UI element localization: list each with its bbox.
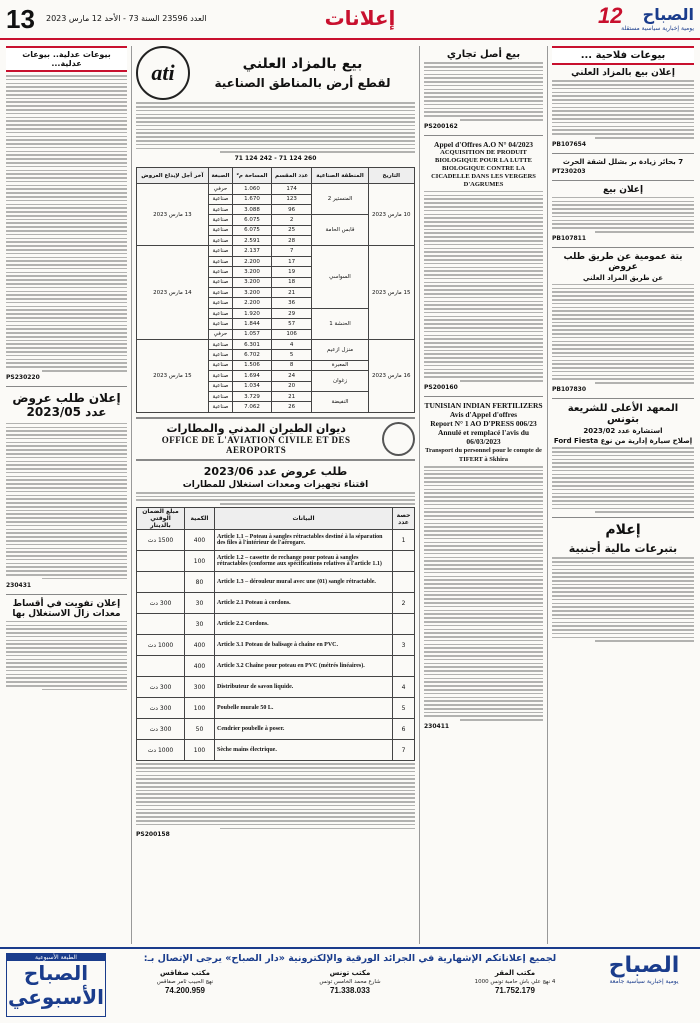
table-header: الصبغة — [208, 168, 233, 184]
table-cell: 1.920 — [233, 308, 271, 318]
office-title: مكتب المقر — [494, 969, 536, 977]
table-cell: Article 3.1 Poteau de balisage à chaîne en PVC. — [215, 635, 393, 656]
table-cell: 1.057 — [233, 329, 271, 339]
table-cell: 3.200 — [233, 288, 271, 298]
ad-ref: 230411 — [424, 723, 450, 731]
ad-body — [552, 284, 694, 384]
table-header: آخر أجل لإيداع العروض — [137, 168, 209, 184]
ad-body — [552, 80, 694, 138]
issue-info: العدد 23596 السنة 73 - الأحد 12 مارس 2023 — [46, 14, 207, 23]
table-cell: 400 — [185, 635, 215, 656]
table-cell: 3.088 — [233, 204, 271, 214]
table-cell: 50 — [185, 719, 215, 740]
table-row — [137, 656, 415, 677]
table-cell: 3.200 — [233, 267, 271, 277]
table-cell: حرفي — [208, 184, 233, 194]
table-cell: 6.075 — [233, 215, 271, 225]
ad-subtitle: إصلاح سيارة إدارية من نوع Ford Fiesta — [553, 436, 693, 445]
table-cell: 28 — [271, 236, 312, 246]
table-cell-zone: الحنشة 1 — [312, 308, 368, 339]
footer-logo-name: الصباح — [608, 953, 680, 978]
table-cell: 1.034 — [233, 381, 271, 391]
ad-title: إعلام — [605, 522, 641, 539]
ad-ref: PT230203 — [552, 167, 586, 175]
footer-logo-daily — [594, 953, 694, 1017]
table-cell: صناعية — [208, 308, 233, 318]
table-cell — [393, 551, 415, 572]
table-cell: 80 — [185, 572, 215, 593]
ad-body — [552, 447, 694, 513]
ad-title: بيع أصل تجاري — [446, 49, 521, 60]
footer-logo-weekly — [6, 953, 106, 1017]
table-cell-date: 16 مارس 2023 — [368, 339, 414, 412]
table-cell: 1000 دت — [137, 740, 185, 761]
oaca-emblem-icon — [382, 422, 415, 456]
table-cell — [393, 572, 415, 593]
ad-title: بتة عمومية عن طريق طلب عروض — [563, 251, 683, 272]
table-cell: 1500 دت — [137, 530, 185, 551]
oaca-banner — [136, 417, 415, 461]
ad-body — [552, 557, 694, 642]
table-cell: 6 — [393, 719, 415, 740]
office-tunis — [305, 969, 395, 995]
ad-subtitle: اقتناء تجهيزات ومعدات استغلال للمطارات — [182, 479, 369, 490]
footer-banner: لجميع إعلاناتكم الإشهارية في الجرائد الورقية والإلكترونية «دار الصباح» يرجى الإتصال بـ: — [143, 953, 557, 964]
table-cell: 6.301 — [233, 339, 271, 349]
table-cell: 400 — [185, 656, 215, 677]
table-cell — [137, 614, 185, 635]
ad-line: 7 بحائر زيادة بر بشلل لشقة الحرث — [562, 157, 684, 166]
ad-title: Appel d'Offres A.O N° 04/2023 — [434, 139, 533, 149]
table-cell: 1 — [393, 530, 415, 551]
table-cell: Article 1.2 – cassette de rechange pour poteau à sangles rétractables (conforme aux spécifications relatives à l'article 1.1) — [215, 551, 393, 572]
table-cell: 300 — [185, 677, 215, 698]
table-cell: صناعية — [208, 215, 233, 225]
section-head-judicial: بيوعات عدلية.. بيوعات عدلية... — [6, 46, 127, 72]
table-cell: Cendrier poubelle à poser. — [215, 719, 393, 740]
table-cell: 123 — [271, 194, 312, 204]
ad-body — [136, 763, 415, 829]
table-row — [137, 593, 415, 614]
table-cell: 300 دت — [137, 719, 185, 740]
table-cell: 20 — [271, 381, 312, 391]
ad-subtitle: ACQUISITION DE PRODUIT BIOLOGIQUE POUR LA LUTTE BIOLOGIQUE CONTRE LA CICADELLE DANS LES VERGERS D'AGRUMES — [431, 148, 536, 188]
footer-logo-tagline: يومية إخبارية سياسية جامعة — [609, 978, 679, 985]
table-cell: 3.200 — [233, 277, 271, 287]
office-sfax — [140, 969, 230, 995]
table-cell: 21 — [271, 288, 312, 298]
column-3 — [136, 46, 415, 843]
table-cell: 2 — [393, 593, 415, 614]
office-title: مكتب تونس — [329, 969, 371, 977]
table-cell: 6.702 — [233, 350, 271, 360]
table-cell-zone: المنستير 2 — [312, 184, 368, 215]
ad-subtitle: استشارة عدد 2023/02 — [583, 426, 663, 435]
table-cell-zone: السواسي — [312, 246, 368, 308]
table-row — [137, 530, 415, 551]
table-cell: Article 1.3 – dérouleur mural avec une (01) sangle rétractable. — [215, 572, 393, 593]
table-cell: 2.200 — [233, 256, 271, 266]
table-cell: 6.075 — [233, 225, 271, 235]
company-name: TUNISIAN INDIAN FERTILIZERS — [424, 400, 543, 410]
table-cell: 29 — [271, 308, 312, 318]
table-cell: Article 3.2 Chaîne pour poteau en PVC (métrés linéaires). — [215, 656, 393, 677]
table-header: عدد المقسم — [271, 168, 312, 184]
table-cell: 17 — [271, 256, 312, 266]
ad-ref: PB107811 — [552, 234, 587, 242]
ad-title: بيع بالمزاد العلني — [242, 56, 363, 72]
table-row — [137, 572, 415, 593]
table-cell: 100 — [185, 698, 215, 719]
table-row — [137, 184, 415, 194]
equipment-table — [136, 507, 415, 761]
ad-title: إعلان بيع بالمزاد العلني — [571, 68, 675, 78]
ad-body — [6, 621, 127, 691]
table-cell — [393, 614, 415, 635]
table-cell: Sèche mains électrique. — [215, 740, 393, 761]
oaca-name-fr: OFFICE DE L'AVIATION CIVILE ET DES AEROPORTS — [161, 435, 351, 456]
table-cell: صناعية — [208, 319, 233, 329]
table-cell: 8 — [271, 360, 312, 370]
table-cell: 106 — [271, 329, 312, 339]
ad-ref: PS230220 — [6, 373, 40, 381]
ad-title: إعلان تفويت في أقساط معدات زال الاستغلال بها — [12, 598, 121, 619]
office-address: شارع محمد الخامس تونس — [319, 979, 381, 985]
table-cell: 30 — [185, 593, 215, 614]
table-cell-zone: المعبرة — [312, 360, 368, 370]
table-cell: 18 — [271, 277, 312, 287]
page-footer — [0, 947, 700, 1023]
table-cell: 400 — [185, 530, 215, 551]
ad-title: إعلان بيع — [602, 184, 644, 195]
table-cell: صناعية — [208, 371, 233, 381]
table-row — [137, 635, 415, 656]
table-cell: 21 — [271, 391, 312, 401]
table-cell: 2.137 — [233, 246, 271, 256]
table-cell: 2.200 — [233, 298, 271, 308]
ad-ref: 230431 — [6, 581, 32, 589]
office-phone: 74.200.959 — [164, 986, 206, 995]
ad-subtitle: عن طريق المزاد العلني — [582, 273, 664, 282]
table-cell: Article 1.1 – Poteau à sangles rétractables destiné à la séparation des files à l'intérieur de l'aérogare. — [215, 530, 393, 551]
ad-title: Avis d'Appel d'offres — [449, 409, 518, 419]
table-cell: صناعية — [208, 204, 233, 214]
page-number: 13 — [6, 4, 35, 34]
table-cell: 7 — [271, 246, 312, 256]
ad-phones: 71 124 242 - 71 124 260 — [234, 155, 317, 163]
footer-logo-name: الصباح الأسبوعي — [7, 961, 104, 1009]
table-cell-zone: منزل ازعيم — [312, 339, 368, 360]
logo-name: الصباح — [642, 5, 694, 24]
table-cell: 2 — [271, 215, 312, 225]
table-header: الكمية — [185, 508, 215, 530]
office-phone: 71.338.033 — [329, 986, 371, 995]
table-cell-zone: النفيضة — [312, 391, 368, 412]
ad-subtitle: لقطع أرض بالمناطق الصناعية — [214, 76, 391, 90]
table-header: حصة عدد — [393, 508, 415, 530]
table-header: مبلغ الضمان الوقتي بالدينار — [137, 508, 185, 530]
ati-logo: ati — [136, 46, 190, 100]
table-cell: 5 — [393, 698, 415, 719]
table-cell-zone: قابس الحامة — [312, 215, 368, 246]
office-hq — [470, 969, 560, 995]
ad-ref: PB107830 — [552, 385, 587, 393]
table-cell: صناعية — [208, 256, 233, 266]
office-address: 4 نهج علي باش حامبة تونس 1000 — [474, 979, 556, 985]
table-cell: صناعية — [208, 350, 233, 360]
table-cell: 1.844 — [233, 319, 271, 329]
ad-ref: PS200162 — [424, 122, 458, 130]
table-cell: صناعية — [208, 391, 233, 401]
ad-ref: PS200160 — [424, 383, 458, 391]
table-row — [137, 698, 415, 719]
table-cell: صناعية — [208, 381, 233, 391]
table-cell: 25 — [271, 225, 312, 235]
table-cell: 5 — [271, 350, 312, 360]
office-address: نهج الحبيب ثامر صفاقس — [156, 979, 214, 985]
table-header: المساحة م² — [233, 168, 271, 184]
table-cell: 26 — [271, 402, 312, 412]
table-cell — [393, 656, 415, 677]
ad-body — [424, 62, 543, 120]
table-cell: صناعية — [208, 339, 233, 349]
table-cell: Poubelle murale 50 L. — [215, 698, 393, 719]
table-cell-zone: زغوان — [312, 371, 368, 392]
table-cell: صناعية — [208, 236, 233, 246]
table-cell: 300 دت — [137, 677, 185, 698]
ad-body — [136, 492, 415, 505]
ad-body — [6, 75, 127, 372]
column-4 — [6, 46, 127, 693]
page-header — [0, 0, 700, 40]
ad-body — [552, 197, 694, 233]
table-cell: صناعية — [208, 246, 233, 256]
ad-ref: PB107654 — [552, 140, 587, 148]
table-cell: 96 — [271, 204, 312, 214]
table-cell: صناعية — [208, 225, 233, 235]
table-row — [137, 614, 415, 635]
footer-logo-tagline: الطبعة الأسبوعية — [7, 954, 105, 961]
table-cell: صناعية — [208, 298, 233, 308]
table-cell: 7.062 — [233, 402, 271, 412]
table-cell: 1.506 — [233, 360, 271, 370]
table-row — [137, 740, 415, 761]
table-header: البيانات — [215, 508, 393, 530]
ad-title: طلب عروض عدد 2023/06 — [203, 464, 348, 478]
column-rule — [419, 46, 420, 944]
column-rule — [131, 46, 132, 944]
section-head-agricultural: بيوعات فلاحية ... — [552, 46, 694, 65]
table-cell: 1000 دت — [137, 635, 185, 656]
table-cell-deadline: 13 مارس 2023 — [137, 184, 209, 246]
table-cell: 57 — [271, 319, 312, 329]
column-2 — [424, 46, 543, 735]
office-title: مكتب صفاقس — [159, 969, 211, 977]
ad-title: إعلان طلب عروض عدد 2023/05 — [12, 390, 121, 419]
table-row — [137, 551, 415, 572]
table-cell: 19 — [271, 267, 312, 277]
table-cell: 4 — [271, 339, 312, 349]
section-title: إعلانات — [324, 6, 396, 30]
table-cell — [137, 656, 185, 677]
column-1 — [552, 46, 694, 644]
ad-subtitle: Transport du personnel pour le compte de TIFERT à Skhira — [425, 446, 542, 463]
ad-subtitle: Report N° 1 AO D'PRESS 006/23 — [430, 418, 537, 428]
table-row — [137, 719, 415, 740]
land-plots-table — [136, 167, 415, 413]
table-cell: 100 — [185, 740, 215, 761]
ad-title: المعهد الأعلى للشريعة بتونس — [567, 402, 679, 425]
table-cell: Article 2.2 Cordons. — [215, 614, 393, 635]
table-cell: صناعية — [208, 277, 233, 287]
table-cell: 4 — [393, 677, 415, 698]
table-cell: صناعية — [208, 360, 233, 370]
table-cell-deadline: 14 مارس 2023 — [137, 246, 209, 340]
table-cell: 24 — [271, 371, 312, 381]
table-cell: 300 دت — [137, 593, 185, 614]
ad-ref: PS200158 — [136, 831, 170, 839]
table-cell: 300 دت — [137, 698, 185, 719]
ad-body — [424, 466, 543, 721]
logo-number: 12 — [598, 3, 623, 28]
table-cell: 36 — [271, 298, 312, 308]
table-cell: 1.060 — [233, 184, 271, 194]
table-row — [137, 677, 415, 698]
oaca-name-ar: ديوان الطيران المدني والمطارات — [166, 422, 346, 436]
table-cell: 1.670 — [233, 194, 271, 204]
table-cell — [137, 572, 185, 593]
ad-body — [424, 191, 543, 382]
table-cell: صناعية — [208, 402, 233, 412]
office-phone: 71.752.179 — [494, 986, 536, 995]
ad-body — [6, 423, 127, 580]
ad-subtitle: Annulé et remplacé l'avis du 06/03/2023 — [437, 427, 530, 446]
table-cell: 1.694 — [233, 371, 271, 381]
table-cell-date: 10 مارس 2023 — [368, 184, 414, 246]
table-cell: صناعية — [208, 267, 233, 277]
table-cell-date: 15 مارس 2023 — [368, 246, 414, 340]
ad-body — [136, 102, 415, 153]
table-row — [137, 339, 415, 349]
table-cell: 7 — [393, 740, 415, 761]
table-row — [137, 246, 415, 256]
table-cell: حرفي — [208, 329, 233, 339]
column-rule — [547, 46, 548, 944]
masthead-logo — [598, 3, 694, 35]
table-cell: صناعية — [208, 288, 233, 298]
ad-subtitle: بتبرعات مالية أجنبية — [568, 542, 678, 556]
table-header: المنطقة الصناعية — [312, 168, 368, 184]
table-cell: 2.591 — [233, 236, 271, 246]
table-cell: Distributeur de savon liquide. — [215, 677, 393, 698]
table-cell: 174 — [271, 184, 312, 194]
table-cell: Article 2.1 Poteau à cordons. — [215, 593, 393, 614]
table-cell: 3 — [393, 635, 415, 656]
table-cell: 3.729 — [233, 391, 271, 401]
table-cell — [137, 551, 185, 572]
logo-tagline: يومية إخبارية سياسية مستقلة — [621, 25, 694, 32]
table-cell: صناعية — [208, 194, 233, 204]
table-cell: 30 — [185, 614, 215, 635]
table-cell: 100 — [185, 551, 215, 572]
table-header: التاريخ — [368, 168, 414, 184]
table-cell-deadline: 15 مارس 2023 — [137, 339, 209, 412]
